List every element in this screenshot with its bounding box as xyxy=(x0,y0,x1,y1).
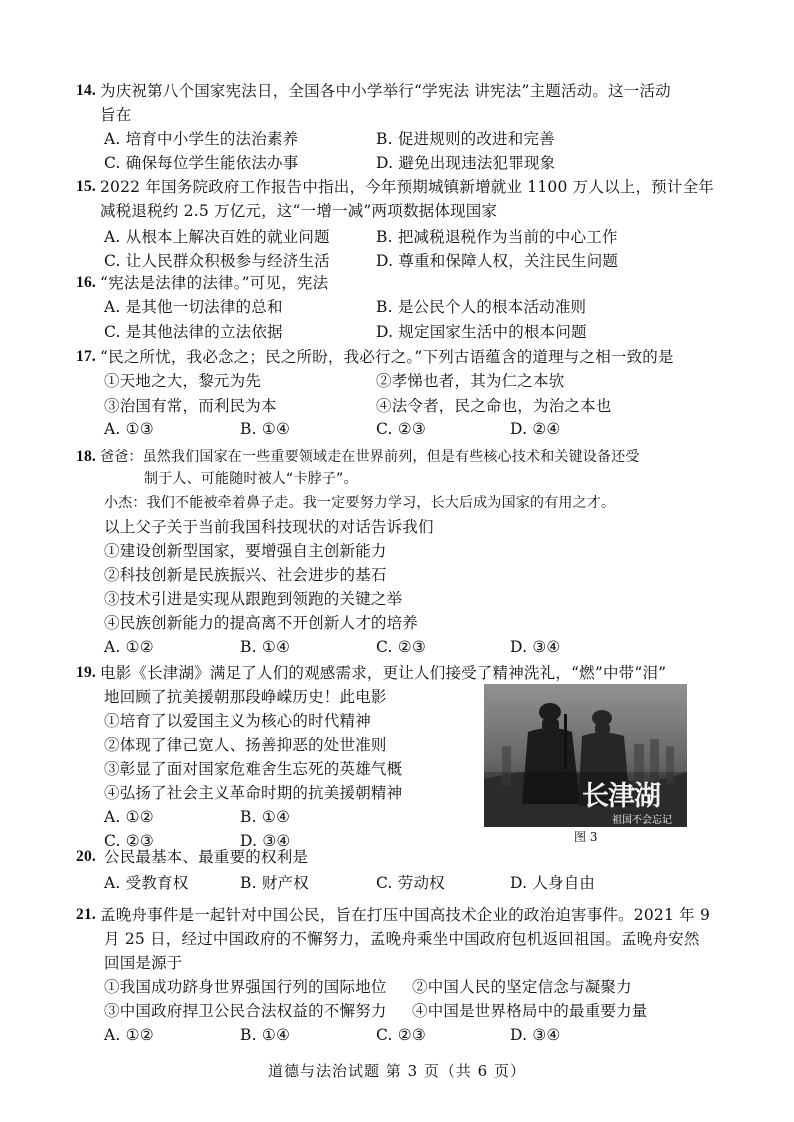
question-20-number: 20. xyxy=(76,848,96,865)
question-18-number: 18. xyxy=(76,448,96,465)
question-19-option-d: D. ③④ xyxy=(240,832,291,850)
question-18-option-b: B. ①④ xyxy=(240,638,291,656)
question-17-number: 17. xyxy=(76,348,96,365)
question-16-option-c: C. 是其他法律的立法依据 xyxy=(104,323,283,341)
question-18-statement-2: ②科技创新是民族振兴、社会进步的基石 xyxy=(104,566,387,584)
question-21-option-c: C. ②③ xyxy=(376,1026,426,1044)
question-19-option-a: A. ①② xyxy=(104,808,154,826)
movie-still-figure xyxy=(484,684,687,827)
question-19-statement-1: ①培育了以爱国主义为核心的时代精神 xyxy=(104,712,371,730)
question-17-statement-1: ①天地之大，黎元为先 xyxy=(104,372,262,390)
question-20-option-c: C. 劳动权 xyxy=(376,874,445,892)
question-16-option-b: B. 是公民个人的根本活动准则 xyxy=(376,298,587,316)
question-14-option-d: D. 避免出现违法犯罪现象 xyxy=(376,154,556,172)
question-20-stem: 公民最基本、最重要的权利是 xyxy=(104,848,309,866)
question-15-option-a: A. 从根本上解决百姓的就业问题 xyxy=(104,228,330,246)
page-footer: 道德与法治试题 第 3 页（共 6 页） xyxy=(268,1062,526,1080)
figure-caption: 图 3 xyxy=(574,830,598,844)
question-16-option-a: A. 是其他一切法律的总和 xyxy=(104,298,283,316)
question-18-option-a: A. ①② xyxy=(104,638,154,656)
question-19-option-b: B. ①④ xyxy=(240,808,291,826)
question-18-dialog-dad: 爸爸：虽然我们国家在一些重要领域走在世界前列，但是有些核心技术和关键设备还受 xyxy=(100,449,640,465)
question-19-stem-cont: 地回顾了抗美援朝那段峥嵘历史！此电影 xyxy=(104,688,387,706)
question-18-statement-3: ③技术引进是实现从跟跑到领跑的关键之举 xyxy=(104,590,403,608)
question-21-stem: 孟晚舟事件是一起针对中国公民，旨在打压中国高技术企业的政治迫害事件。2021 年 9 xyxy=(100,906,711,924)
question-18-option-c: C. ②③ xyxy=(376,638,426,656)
movie-subtitle-overlay: 祖国不会忘记 xyxy=(612,815,672,826)
question-14-option-c: C. 确保每位学生能依法办事 xyxy=(104,154,299,172)
question-21-statement-4: ④中国是世界格局中的最重要力量 xyxy=(412,1002,648,1020)
question-14-stem-cont: 旨在 xyxy=(100,106,132,124)
question-15-option-c: C. 让人民群众积极参与经济生活 xyxy=(104,252,330,270)
question-16-stem: “宪法是法律的法律。”可见，宪法 xyxy=(100,274,329,292)
question-14-option-a: A. 培育中小学生的法治素养 xyxy=(104,130,299,148)
question-20-option-d: D. 人身自由 xyxy=(510,874,596,892)
question-19-stem: 电影《长津湖》满足了人们的观感需求，更让人们接受了精神洗礼，“燃”中带“泪” xyxy=(100,664,667,682)
question-21-stem-cont: 月 25 日，经过中国政府的不懈努力，孟晚舟乘坐中国政府包机返回祖国。孟晚舟安然 xyxy=(104,930,700,948)
question-17-option-d: D. ②④ xyxy=(510,420,561,438)
question-21-statement-3: ③中国政府捍卫公民合法权益的不懈努力 xyxy=(104,1002,387,1020)
movie-title-overlay: 长津湖 xyxy=(582,781,660,812)
question-18-dialog-son: 小杰：我们不能被牵着鼻子走。我一定要努力学习，长大后成为国家的有用之才。 xyxy=(104,495,616,511)
question-17-option-b: B. ①④ xyxy=(240,420,291,438)
question-14-option-b: B. 促进规则的改进和完善 xyxy=(376,130,555,148)
question-18-dialog-dad-cont: 制于人、可能随时被人“卡脖子”。 xyxy=(144,471,358,487)
question-21-option-b: B. ①④ xyxy=(240,1026,291,1044)
question-15-stem-cont: 减税退税约 2.5 万亿元，这“一增一减”两项数据体现国家 xyxy=(100,202,498,220)
question-15-option-b: B. 把减税退税作为当前的中心工作 xyxy=(376,228,618,246)
question-17-statement-4: ④法令者，民之命也，为治之本也 xyxy=(376,397,612,415)
question-20-option-b: B. 财产权 xyxy=(240,874,309,892)
question-15-stem: 2022 年国务院政府工作报告中指出，今年预期城镇新增就业 1100 万人以上，预计全年 xyxy=(100,178,714,196)
question-17-option-c: C. ②③ xyxy=(376,420,426,438)
question-21-option-d: D. ③④ xyxy=(510,1026,561,1044)
question-17-stem: “民之所忧，我必念之；民之所盼，我必行之。”下列古语蕴含的道理与之相一致的是 xyxy=(100,348,674,366)
question-17-option-a: A. ①③ xyxy=(104,420,154,438)
question-14-number: 14. xyxy=(76,82,96,99)
question-19-statement-3: ③彰显了面对国家危难舍生忘死的英雄气概 xyxy=(104,760,403,778)
question-21-statement-1: ①我国成功跻身世界强国行列的国际地位 xyxy=(104,978,387,996)
question-21-number: 21. xyxy=(76,906,96,923)
question-16-option-d: D. 规定国家生活中的根本问题 xyxy=(376,323,587,341)
question-19-statement-4: ④弘扬了社会主义革命时期的抗美援朝精神 xyxy=(104,784,403,802)
question-14-stem: 为庆祝第八个国家宪法日，全国各中小学举行“学宪法 讲宪法”主题活动。这一活动 xyxy=(100,82,671,100)
question-17-statement-2: ②孝悌也者，其为仁之本欤 xyxy=(376,372,565,390)
question-17-statement-3: ③治国有常，而利民为本 xyxy=(104,397,277,415)
question-15-number: 15. xyxy=(76,178,96,195)
question-15-option-d: D. 尊重和保障人权，关注民生问题 xyxy=(376,252,619,270)
question-18-statement-1: ①建设创新型国家，要增强自主创新能力 xyxy=(104,542,387,560)
question-21-option-a: A. ①② xyxy=(104,1026,154,1044)
question-20-option-a: A. 受教育权 xyxy=(104,874,189,892)
question-21-statement-2: ②中国人民的坚定信念与凝聚力 xyxy=(412,978,632,996)
movie-still-image xyxy=(484,684,687,827)
question-16-number: 16. xyxy=(76,274,96,291)
question-18-stem: 以上父子关于当前我国科技现状的对话告诉我们 xyxy=(104,518,434,536)
question-18-statement-4: ④民族创新能力的提高离不开创新人才的培养 xyxy=(104,614,419,632)
question-19-number: 19. xyxy=(76,664,96,681)
question-19-option-c: C. ②③ xyxy=(104,832,154,850)
question-18-option-d: D. ③④ xyxy=(510,638,561,656)
question-21-stem-cont-2: 回国是源于 xyxy=(104,954,183,972)
question-19-statement-2: ②体现了律己宽人、扬善抑恶的处世准则 xyxy=(104,736,387,754)
